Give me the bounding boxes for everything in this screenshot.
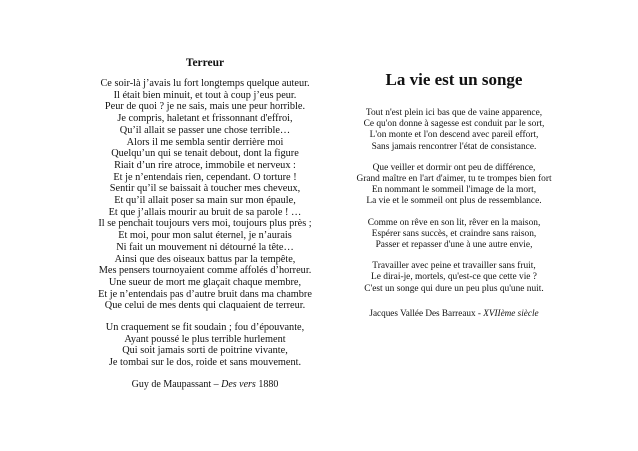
poem-line: Je compris, haletant et frissonnant d'effroi,	[117, 113, 293, 125]
poem-line: Et je n’entendais pas d’autre bruit dans ma chambre	[98, 288, 312, 300]
poem-line: Il se penchait toujours vers moi, toujours plus près ;	[98, 218, 312, 230]
poem-line: Passer et repasser d'une à une autre envie,	[375, 240, 533, 251]
attribution-author: Jacques Vallée Des Barreaux -	[369, 307, 484, 318]
poem-line: Ni fait un mouvement ni détourné la tête…	[116, 241, 294, 253]
attribution-year: 1880	[255, 378, 279, 390]
poem-title: La vie est un songe	[385, 70, 523, 89]
poem-line: Travailler avec peine et travailler sans fruit,	[372, 261, 536, 272]
poem-title: Terreur	[185, 57, 225, 69]
poem-line: Il était bien minuit, et tout à coup j’eus peur.	[113, 89, 297, 101]
poem-line: Sentir qu’il se baissait à toucher mes cheveux,	[109, 183, 301, 195]
poem-line: Une sueur de mort me glaçait chaque membre,	[108, 276, 302, 288]
poem-la-vie-est-un-songe	[334, 70, 574, 319]
poem-line: La vie et le sommeil ont plus de ressemblance.	[366, 196, 542, 207]
poem-line: Un craquement se fit soudain ; fou d’épouvante,	[105, 322, 305, 334]
poem-line: C'est un songe qui dure un peu plus qu'une nuit.	[364, 283, 544, 294]
poem-line: Et je n’entendais rien, cependant. O torture !	[113, 171, 297, 183]
poem-line: En nommant le sommeil l'image de la mort,	[371, 185, 537, 196]
poem-line: Quelqu’un qui se tenait debout, dont la figure	[111, 148, 299, 160]
stanza	[74, 322, 336, 369]
stanza	[334, 218, 574, 252]
poem-line: Qu’il allait se passer une chose terrible…	[119, 124, 291, 136]
stanza	[74, 78, 336, 312]
poem-line: Qui soit jamais sorti de poitrine vivante,	[122, 345, 288, 357]
attribution-century: XVIIème siècle	[483, 307, 539, 318]
poem-line: Ce qu'on donne à sagesse est conduit par le sort,	[363, 119, 545, 130]
poem-line: Ce soir-là j’avais lu fort longtemps quelque auteur.	[100, 78, 310, 89]
poem-line: Et qu’il allait poser sa main sur mon épaule,	[114, 195, 296, 207]
poem-line: Je tombai sur le dos, roide et sans mouvement.	[108, 357, 302, 369]
stanza	[334, 108, 574, 153]
poem-line: Ayant poussé le plus terrible hurlement	[124, 333, 286, 345]
poem-line: Grand maître en l'art d'aimer, tu te trompes bien fort	[356, 174, 552, 185]
poem-attribution	[334, 307, 574, 319]
stanza	[334, 163, 574, 208]
attribution-author: Guy de Maupassant –	[131, 378, 222, 390]
poem-line: Sans jamais rencontrer l'état de consistance.	[371, 141, 537, 152]
poem-line: Ainsi que des oiseaux battus par la tempête,	[114, 253, 296, 265]
poem-line: Peur de quoi ? je ne sais, mais une peur horrible.	[104, 101, 306, 113]
attribution-work: Des vers	[221, 378, 256, 390]
poem-line: Comme on rêve en son lit, rêver en la maison,	[367, 217, 541, 228]
poem-line: L'on monte et l'on descend avec pareil effort,	[369, 130, 539, 141]
poem-line: Le dirai-je, mortels, qu'est-ce que cette vie ?	[371, 272, 537, 283]
poem-line: Mes pensers tournoyaient comme affolés d’horreur.	[98, 265, 312, 277]
poem-line: Que celui de mes dents qui claquaient de terreur.	[104, 300, 306, 312]
stanza	[334, 261, 574, 295]
poem-attribution	[74, 379, 336, 391]
poem-line: Alors il me sembla sentir derrière moi	[126, 136, 284, 148]
poem-terreur	[74, 56, 336, 391]
poem-line: Et moi, pour mon salut éternel, je n’aurais	[118, 230, 292, 242]
poem-line: Riait d’un rire atroce, immobile et nerveux :	[114, 159, 296, 171]
poem-line: Et que j’allais mourir au bruit de sa parole ! …	[108, 206, 302, 218]
poem-line: Tout n'est plein ici bas que de vaine apparence,	[365, 108, 543, 118]
poem-line: Que veiller et dormir ont peu de différence,	[372, 162, 536, 173]
poem-line: Espérer sans succès, et craindre sans raison,	[371, 228, 537, 239]
